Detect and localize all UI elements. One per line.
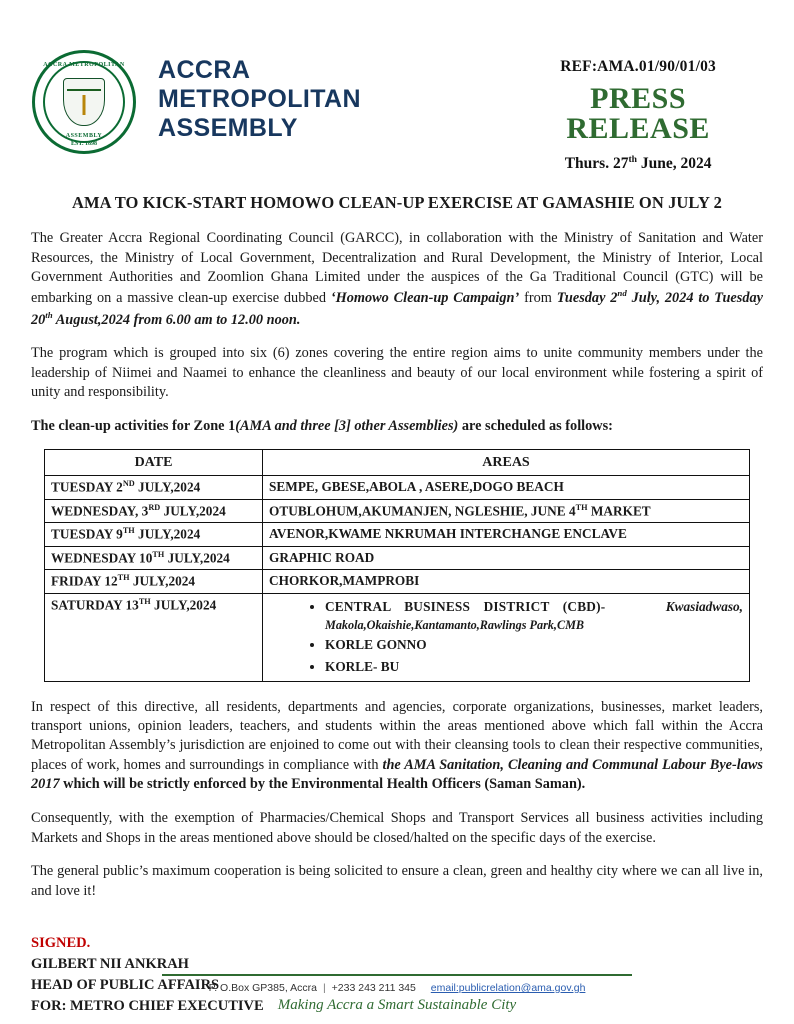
date-text: SATURDAY 13 [51,597,139,613]
table-row [45,570,750,594]
cell-date [45,523,263,547]
seal-arc-top-label: ACCRA METROPOLITAN [43,62,125,68]
date-year: JULY,2024 [150,597,217,613]
table-row [45,593,750,681]
cbd-line [325,598,743,616]
footer-phone: +233 243 211 345 [331,982,416,994]
column-header-date: DATE [45,450,263,476]
signatory-for: FOR: METRO CHIEF EXECUTIVE [31,998,264,1015]
paragraph-intro [31,229,763,330]
cell-date [45,593,263,681]
date-ordinal: TH [122,526,135,536]
document-footer [0,974,794,1014]
footer-separator: | [322,982,326,994]
date-text: TUESDAY 9 [51,526,123,542]
press-release-heading [560,84,716,144]
org-name-line-1: ACCRA [158,56,251,84]
paragraph-exemptions: Consequently, with the exemption of Pharmacies/Chemical Shops and Transport Services all business activities including Markets and Shops in the areas mentioned above should be closed/halted on the specific days of the exercise. [31,810,763,846]
signatory-name: GILBERT NII ANKRAH [31,956,189,973]
logo-container [28,46,140,154]
date-ordinal: th [628,154,637,165]
date-ordinal: RD [148,502,161,512]
campaign-mid-text: July, 2024 to Tuesday 20 [31,290,763,328]
ama-seal-icon [32,50,136,154]
document-header [28,46,766,173]
footer-address: P. O.Box GP385, Accra [208,982,317,994]
date-ordinal: ND [122,479,135,489]
press-release-line-2: RELEASE [566,112,710,145]
signatory-role: HEAD OF PUBLIC AFFAIRS [31,977,220,994]
area-text-b: MARKET [587,503,651,519]
cell-areas: SEMPE, GBESE,ABOLA , ASERE,DOGO BEACH [263,476,750,500]
directive-text: In respect of this directive, all residents, departments and agencies, corporate organizations, businesses, market leaders, transport unions, opinion leaders, teachers, and students within the areas mentioned above which fall within the Accra Metropolitan Assembly’s jurisdiction are enjoined to come out with their cleansing tools to clean their respective communities, places of work, homes and surroundings in compliance with [31,698,763,773]
footer-tagline: Making Accra a Smart Sustainable City [277,997,517,1013]
paragraph-schedule-lead [31,417,763,436]
cell-areas: AVENOR,KWAME NKRUMAH INTERCHANGE ENCLAVE [263,523,750,547]
enforcement-text: which will be strictly enforced by the Environmental Health Officers (Saman Saman). [59,776,586,793]
seal-est-label: EST. 1898 [71,141,97,147]
date-year: JULY,2024 [164,550,230,566]
page-title: AMA TO KICK-START HOMOWO CLEAN-UP EXERCISE AT GAMASHIE ON JULY 2 [71,193,723,213]
cell-areas [263,593,750,681]
footer-email-link[interactable]: email:publicrelation@ama.gov.gh [430,982,586,994]
table-row [45,476,750,500]
area-ordinal: TH [575,502,588,512]
paragraph-zones: The program which is grouped into six (6) zones covering the entire region aims to unite community members under the leadership of Niimei and Naamei to enhance the cleanliness and beauty of our local environment while fostering a spirit of unity and responsibility. [31,345,763,401]
column-header-areas: AREAS [263,450,750,476]
org-name-line-3: ASSEMBLY [158,114,298,142]
seal-arc-bottom-label: ASSEMBLY [65,133,103,139]
date-text: WEDNESDAY 10 [51,550,153,566]
table-row [45,499,750,523]
areas-bullet-list [269,598,743,676]
list-item: • KORLE- BU [325,658,743,676]
date-year: JULY,2024 [134,526,201,542]
cell-date [45,499,263,523]
table-header-row [45,450,750,476]
cbd-sub-areas: Makola,Okaishie,Kantamanto,Rawlings Park,CMB [325,617,585,632]
paragraph-closing: The general public’s maximum cooperation is being solicited to ensure a clean, green and healthy city where we can all live in, and love it! [31,863,763,899]
intro-text-a: The Greater Accra Regional Coordinating Council (GARCC), in collaboration with the Ministry of Sanitation and Water Resources, the Ministry of Local Government, Decentralization and Rural Development, the Ministry of Interior, Local Government Authorities and Zoomlion Ghana Limited under the auspices of the Ga Traditional Council (GTC) will be embarking on a massive clean-up exercise dubbed [31,230,763,307]
date-ordinal: TH [138,596,151,606]
cbd-italic-area: Kwasiadwaso, [665,598,743,614]
press-release-date [560,154,716,173]
campaign-end-ordinal: th [45,309,53,320]
cell-date [45,570,263,594]
date-year: JULY,2024 [129,573,196,589]
schedule-table [44,449,750,681]
org-name-line-2: METROPOLITAN [158,85,361,113]
campaign-name: ‘Homowo Clean-up Campaign’ [330,290,520,307]
campaign-start-ordinal: nd [617,288,627,299]
date-text: WEDNESDAY, 3 [51,503,149,519]
date-main: Thurs. 27 [564,155,629,173]
date-text: FRIDAY 12 [51,573,118,589]
list-item [325,598,743,634]
press-release-line-1: PRESS [590,82,687,115]
date-ordinal: TH [117,573,130,583]
area-text-a: OTUBLOHUM,AKUMANJEN, NGLESHIE, JUNE 4 [269,503,576,519]
date-rest: June, 2024 [637,155,712,173]
cbd-label: • CENTRAL BUSINESS DISTRICT (CBD)- [325,598,606,614]
cell-areas: CHORKOR,MAMPROBI [263,570,750,594]
organization-name [140,46,361,143]
date-year: JULY,2024 [134,479,201,495]
schedule-lead-b: are scheduled as follows: [458,417,613,434]
reference-block [560,46,766,173]
date-year: JULY,2024 [160,503,226,519]
table-row [45,546,750,570]
document-body [28,229,766,901]
intro-text-b: from [519,290,557,307]
date-text: TUESDAY 2 [51,479,123,495]
signed-label: SIGNED. [31,935,91,952]
schedule-lead-a: The clean-up activities for Zone 1 [31,417,236,434]
list-item: • KORLE GONNO [325,636,743,654]
seal-shield-icon [63,78,105,126]
cell-date [45,546,263,570]
date-ordinal: TH [152,549,165,559]
footer-separator-2 [422,982,425,994]
reference-number: REF:AMA.01/90/01/03 [560,58,716,75]
cell-areas [263,499,750,523]
cell-date [45,476,263,500]
campaign-start-date: Tuesday 2 [556,290,618,307]
paragraph-directive [31,698,763,795]
cell-areas: GRAPHIC ROAD [263,546,750,570]
schedule-lead-assemblies: (AMA and three [3] other Assemblies) [235,417,459,434]
footer-contact-line [0,982,794,994]
byelaws-reference: the AMA Sanitation, Cleaning and Communal Labour Bye-laws 2017 [31,756,763,793]
campaign-end-date: August,2024 from 6.00 am to 12.00 noon. [52,311,301,328]
table-row [45,523,750,547]
footer-divider [162,974,632,976]
